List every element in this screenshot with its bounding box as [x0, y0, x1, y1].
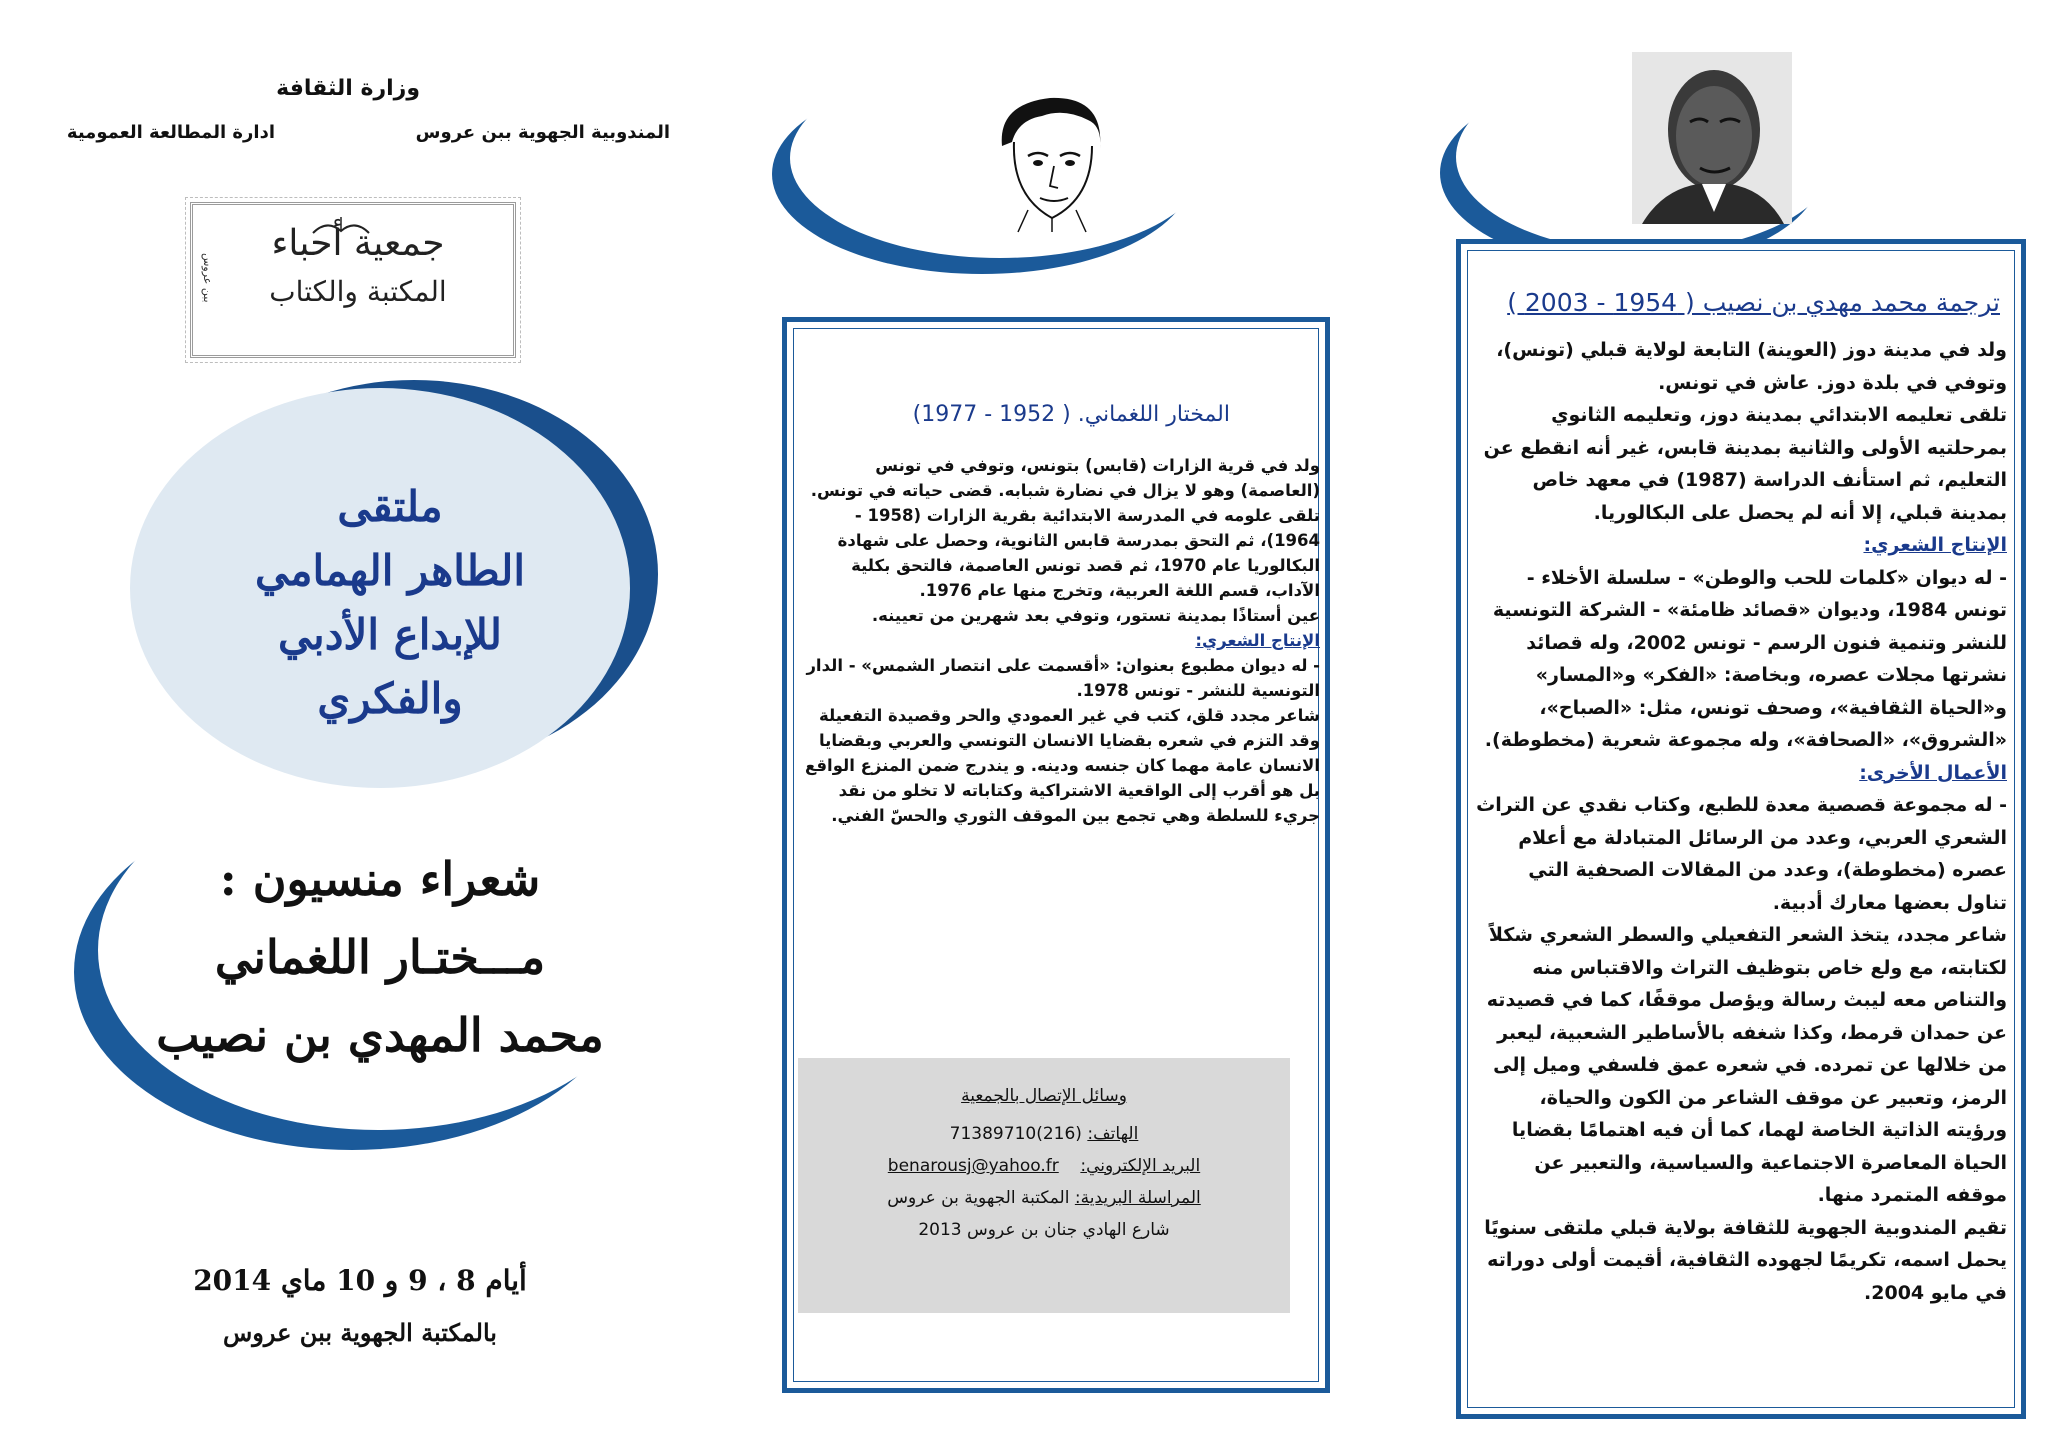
laghmani-paragraph-3: عين أستاذًا بمدينة تستور، وتوفي بعد شهرين من تعيينه. — [871, 606, 1320, 625]
contact-heading: وسائل الإتصال بالجمعية — [961, 1086, 1127, 1106]
ben-nasib-other-paragraph-1: - له مجموعة قصصية معدة للطبع، وكتاب نقدي عن التراث الشعري العربي، وعدد من الرسائل المتبادلة مع أعلام عصره (مخطوطة)، وعدد من المقالات الصحفية التي تناول بعضها معارك أدبية. — [1476, 794, 2007, 914]
forum-title-line-3: للإبداع الأدبي — [278, 610, 502, 659]
portrait-photo-icon — [1632, 52, 1792, 224]
forum-title — [210, 475, 570, 731]
contact-email — [798, 1150, 1290, 1182]
contact-phone — [798, 1118, 1290, 1150]
mail-label: المراسلة البريدية: — [1074, 1188, 1201, 1208]
ben-nasib-poetry-heading: الإنتاج الشعري: — [1863, 534, 2007, 556]
laghmani-bio — [795, 453, 1320, 828]
poet-name-1: مـــختـار اللغماني — [214, 930, 546, 984]
laghmani-poetry-heading: الإنتاج الشعري: — [1195, 631, 1320, 650]
event-venue-line: بالمكتبة الجهوية ببن عروس — [223, 1318, 497, 1347]
event-dates — [150, 1255, 570, 1359]
logo-line-1: جمعية أحباء — [271, 223, 445, 264]
forum-title-line-4: والفكري — [317, 674, 463, 723]
association-logo — [190, 202, 516, 358]
contact-box — [798, 1058, 1290, 1313]
laghmani-title: المختار اللغماني. ( 1952 - 1977) — [912, 402, 1230, 427]
poet-name-2: محمد المهدي بن نصيب — [156, 1008, 604, 1062]
logo-line-2: المكتبة والكتاب — [269, 275, 447, 308]
poets-heading: شعراء منسيون : — [219, 852, 541, 906]
email-label: البريد الإلكتروني: — [1080, 1156, 1201, 1176]
reading-administration: ادارة المطالعة العمومية — [66, 122, 275, 143]
event-dates-line: أيام 8 ، 9 و 10 ماي 2014 — [193, 1264, 527, 1297]
forgotten-poets-block — [120, 840, 640, 1074]
phone-label: الهاتف: — [1087, 1124, 1139, 1144]
laghmani-paragraph-2: تلقى علومه في المدرسة الابتدائية بقرية الزارات (1958 - 1964)، ثم التحق بمدرسة قابس الثانوية، وحصل على شهادة البكالوريا عام 1970، ثم قصد تونس العاصمة، فالتحق بكلية الآداب، قسم اللغة العربية، وتخرج منها عام 1976. — [837, 506, 1320, 600]
ben-nasib-other-works-heading: الأعمال الأخرى: — [1859, 761, 2007, 784]
ben-nasib-paragraph-1: ولد في مدينة دوز (العوينة) التابعة لولاية قبلي (تونس)، وتوفي في بلدة دوز. عاش في تونس. — [1496, 339, 2007, 394]
regional-delegation: المندوبية الجهوية ببن عروس — [415, 122, 670, 143]
ben-nasib-other-paragraph-2: شاعر مجدد، يتخذ الشعر التفعيلي والسطر الشعري شكلاً لكتابته، مع ولع خاص بتوظيف التراث والاقتباس منه والتناص معه ليبث رسالة ويؤصل موقفًا، كما في قصيدته عن حمدان قرمط، وكذا شغفه بالأساطير الشعبية، ليعبر من خلالها عن تمرده. في شعره عمق فلسفي وميل إلى الرمز، وتعبير عن موقف الشاعر من الكون والحياة، ورؤيته الذاتية الخاصة لهما، كما أن فيه اهتمامًا بقضايا الحياة المعاصرة الاجتماعية والسياسية، والتعبير عن موقفه المتمرد منها. — [1486, 924, 2007, 1206]
ben-nasib-bio — [1475, 334, 2007, 1309]
forum-title-line-1: ملتقى — [337, 482, 443, 531]
forum-title-line-2: الطاهر الهمامي — [254, 546, 526, 595]
ben-nasib-title: ترجمة محمد مهدي بن نصيب ( 1954 - 2003 ) — [1507, 288, 2000, 317]
ben-nasib-other-paragraph-3: تقيم المندوبية الجهوية للثقافة بولاية قبلي ملتقى سنويًا يحمل اسمه، تكريمًا لجهوده الثقافية، أقيمت أولى دوراته في مايو 2004. — [1484, 1216, 2007, 1304]
contact-address: شارع الهادي جنان بن عروس 2013 — [918, 1220, 1170, 1240]
ministry-title: وزارة الثقافة — [276, 76, 420, 101]
portrait-photo-ben-nasib — [1632, 52, 1792, 224]
laghmani-poetry-paragraph-1: - له ديوان مطبوع بعنوان: «أقسمت على انتصار الشمس» - الدار التونسية للنشر - تونس 1978. — [806, 656, 1320, 700]
portrait-sketch-icon — [968, 86, 1136, 234]
ben-nasib-poetry-paragraph: - له ديوان «كلمات للحب والوطن» - سلسلة الأخلاء - تونس 1984، وديوان «قصائد ظامئة» - الشركة التونسية للنشر وتنمية فنون الرسم - تونس 2002، وله قصائد نشرتها مجلات عصره، وبخاصة: «الفكر» و«المسار» و«الحياة الثقافية»، وصحف تونس، مثل: «الصباح»، «الشروق»، «الصحافة»، وله مجموعة شعرية (مخطوطة). — [1484, 566, 2007, 751]
laghmani-poetry-paragraph-2: شاعر مجدد قلق، كتب في غير العمودي والحر وقصيدة التفعيلة وقد التزم في شعره بقضايا الانسان التونسي والعربي وبقضايا الانسان عامة مهما كان جنسه ودينه. و يندرج ضمن المنزع الواقع بل هو أقرب إلى الواقعية الاشتراكية وكتاباته لا تخلو من نقد جريء للسلطة وهي تجمع بين الموقف الثوري والحسّ الفني. — [804, 706, 1320, 825]
phone-value[interactable]: (216)71389710 — [949, 1124, 1082, 1144]
ben-nasib-paragraph-2: تلقى تعليمه الابتدائي بمدينة دوز، وتعليمه الثانوي بمرحلتيه الأولى والثانية بمدينة قابس، غير أنه انقطع عن التعليم، ثم استأنف الدراسة (1987) في معهد خاص بمدينة قبلي، إلا أنه لم يحصل على البكالوريا. — [1483, 404, 2007, 524]
contact-mail — [798, 1182, 1290, 1214]
book-icon — [311, 211, 371, 237]
logo-side-text: ببن عروس — [201, 253, 214, 303]
portrait-sketch-laghmani — [968, 86, 1136, 234]
laghmani-paragraph-1: ولد في قرية الزارات (قابس) بتونس، وتوفي في تونس (العاصمة) وهو لا يزال في نضارة شبابه. قضى حياته في تونس. — [810, 456, 1320, 500]
mail-value: المكتبة الجهوية بن عروس — [887, 1188, 1070, 1208]
email-link[interactable]: benarousj@yahoo.fr — [887, 1156, 1059, 1176]
